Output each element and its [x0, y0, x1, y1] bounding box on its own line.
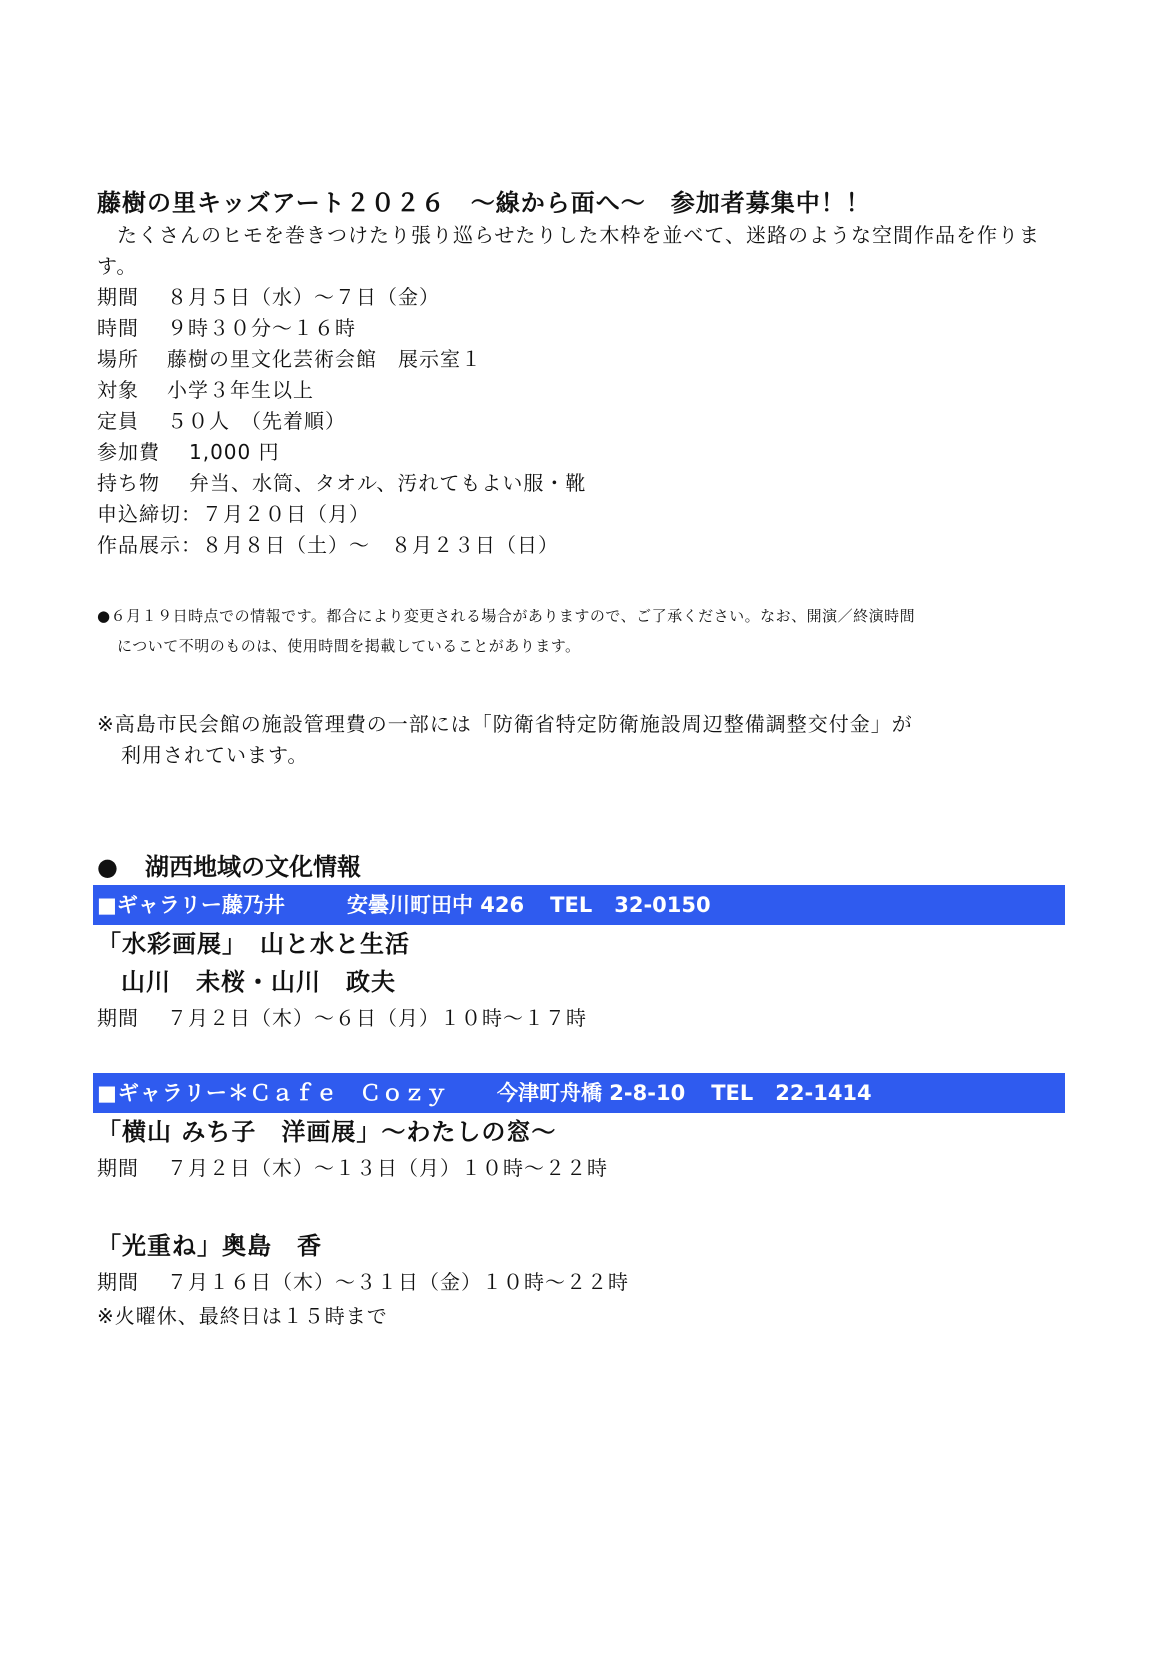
- document-page: [97, 186, 1065, 1333]
- gallery-address: 今津町舟橋 2-8-10: [497, 1081, 686, 1105]
- detail-value: 1,000 円: [189, 440, 280, 464]
- period-label: 期間: [97, 1270, 139, 1294]
- detail-value: ９時３０分～１６時: [167, 316, 356, 340]
- exhibit-note: ※火曜休、最終日は１５時まで: [97, 1304, 388, 1328]
- gallery-name: ■ギャラリー藤乃井: [97, 893, 285, 917]
- exhibit-period: [97, 1265, 1065, 1299]
- event-lead: たくさんのヒモを巻きつけたり張り巡らせたりした木枠を並べて、迷路のような空間作品を作ります。: [97, 223, 1040, 278]
- gallery-address: 安曇川町田中 426: [347, 893, 525, 917]
- info-notice-line: ●６月１９日時点での情報です。都合により変更される場合がありますので、ご了承ください。なお、開演／終演時間: [97, 607, 916, 625]
- info-notice: [97, 601, 1065, 661]
- exhibit-period: [97, 1001, 1065, 1035]
- info-notice-line: について不明のものは、使用時間を掲載していることがあります。: [117, 637, 581, 655]
- period-value: ７月１６日（木）～３１日（金）１０時～２２時: [167, 1270, 629, 1294]
- detail-label: 期間: [97, 285, 139, 309]
- section-title: 湖西地域の文化情報: [145, 853, 361, 881]
- detail-row-time: [97, 313, 1065, 344]
- detail-row-deadline: [97, 499, 1065, 530]
- period-value: ７月２日（木）～６日（月）１０時～１７時: [167, 1006, 587, 1030]
- detail-row-exhibition: [97, 530, 1065, 561]
- detail-row-capacity: [97, 406, 1065, 437]
- detail-value: ８月８日（土）～ ８月２３日（日）: [202, 533, 559, 557]
- detail-label: 参加費: [97, 440, 160, 464]
- subsidy-notice-line: 利用されています。: [121, 743, 309, 767]
- period-value: ７月２日（木）～１３日（月）１０時～２２時: [167, 1156, 608, 1180]
- exhibit-title: 「光重ね」奥島 香: [97, 1232, 322, 1260]
- event-title: 藤樹の里キッズアート２０２６ ～線から面へ～ 参加者募集中！！: [97, 189, 871, 217]
- detail-label: 対象: [97, 378, 139, 402]
- detail-value: ５０人 （先着順）: [167, 409, 346, 433]
- exhibit-title: 「横山 みち子 洋画展」～わたしの窓～: [97, 1118, 557, 1146]
- detail-value: ７月２０日（月）: [202, 502, 370, 526]
- bullet-icon: ●: [97, 853, 118, 881]
- detail-label: 申込締切：: [97, 502, 202, 526]
- exhibit-period: [97, 1151, 1065, 1185]
- gallery-name: ■ギャラリー＊Ｃａｆｅ Ｃｏｚｙ: [97, 1081, 448, 1105]
- exhibit-title: 「水彩画展」 山と水と生活: [97, 930, 410, 958]
- detail-label: 時間: [97, 316, 139, 340]
- detail-label: 作品展示：: [97, 533, 202, 557]
- detail-value: 藤樹の里文化芸術会館 展示室１: [167, 347, 482, 371]
- detail-row-target: [97, 375, 1065, 406]
- gallery-tel-label: TEL: [711, 1081, 754, 1105]
- detail-label: 定員: [97, 409, 139, 433]
- event-details: [97, 282, 1065, 561]
- gallery-tel: 32-0150: [614, 893, 711, 917]
- gallery-header: [93, 1073, 1065, 1113]
- section-heading: [97, 849, 1065, 885]
- detail-row-fee: [97, 437, 1065, 468]
- detail-value: 弁当、水筒、タオル、汚れてもよい服・靴: [189, 471, 587, 495]
- period-label: 期間: [97, 1006, 139, 1030]
- detail-value: ８月５日（水）～７日（金）: [167, 285, 440, 309]
- gallery-tel-label: TEL: [550, 893, 593, 917]
- detail-row-period: [97, 282, 1065, 313]
- period-label: 期間: [97, 1156, 139, 1180]
- subsidy-notice: [97, 709, 1065, 771]
- detail-label: 場所: [97, 347, 139, 371]
- detail-row-place: [97, 344, 1065, 375]
- subsidy-notice-line: ※高島市民会館の施設管理費の一部には「防衛省特定防衛施設周辺整備調整交付金」が: [97, 712, 913, 736]
- detail-value: 小学３年生以上: [167, 378, 314, 402]
- detail-row-belongings: [97, 468, 1065, 499]
- gallery-tel: 22-1414: [775, 1081, 872, 1105]
- gallery-header: [93, 885, 1065, 925]
- detail-label: 持ち物: [97, 471, 160, 495]
- exhibit-artist: 山川 未桜・山川 政夫: [121, 968, 396, 996]
